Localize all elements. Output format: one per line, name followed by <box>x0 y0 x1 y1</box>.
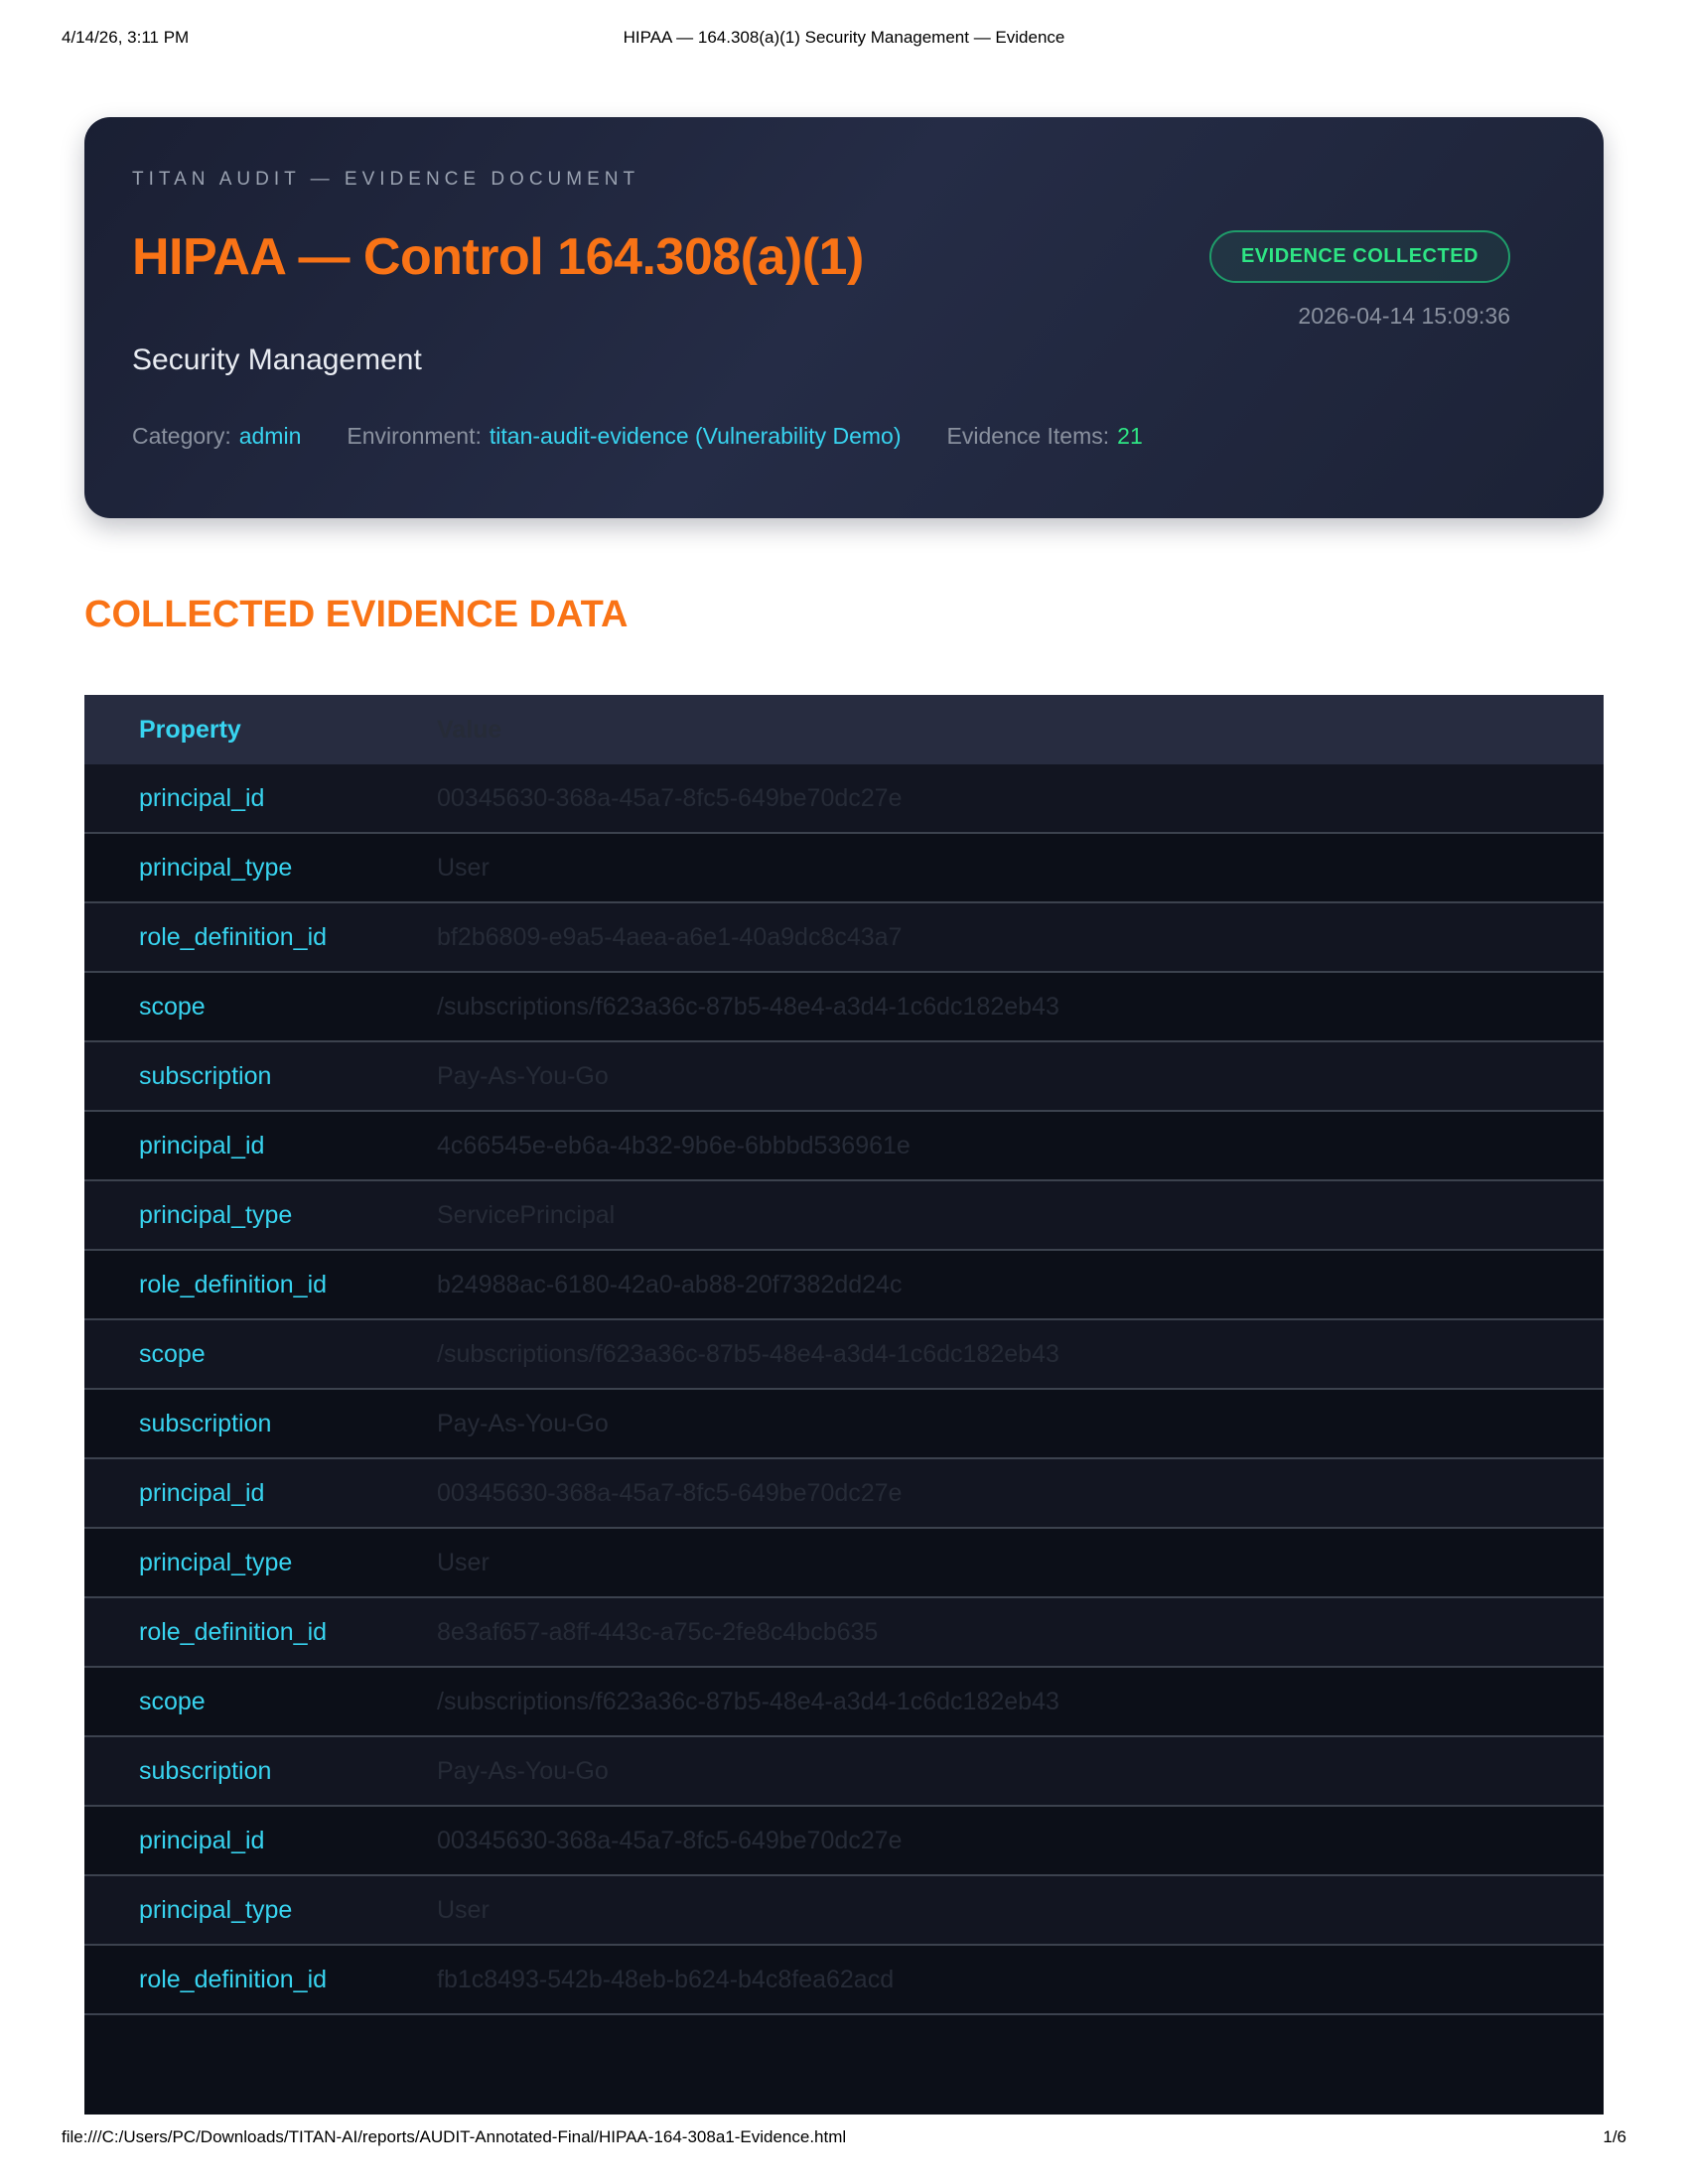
column-header-property: Property <box>139 715 241 744</box>
meta-category <box>132 423 301 450</box>
table-row <box>84 834 1604 903</box>
value-cell: ServicePrincipal <box>437 1200 616 1229</box>
property-cell: role_definition_id <box>139 922 328 951</box>
table-row <box>84 1598 1604 1668</box>
table-row <box>84 1529 1604 1598</box>
value-cell: Pay-As-You-Go <box>437 1756 609 1785</box>
value-cell: /subscriptions/f623a36c-87b5-48e4-a3d4-1c6dc182eb43 <box>437 1687 1059 1715</box>
table-row <box>84 1459 1604 1529</box>
table-row <box>84 1807 1604 1876</box>
property-cell: role_definition_id <box>139 1617 328 1646</box>
evidence-table <box>84 695 1604 2115</box>
table-row <box>84 764 1604 834</box>
evidence-items-value: 21 <box>1117 423 1143 449</box>
table-row <box>84 1390 1604 1459</box>
value-cell: /subscriptions/f623a36c-87b5-48e4-a3d4-1c6dc182eb43 <box>437 992 1059 1021</box>
table-header-row <box>84 695 1604 764</box>
value-cell: fb1c8493-542b-48eb-b624-b4c8fea62acd <box>437 1965 895 1993</box>
category-value: admin <box>238 423 302 449</box>
environment-label: Environment: <box>347 423 482 449</box>
property-cell: subscription <box>139 1756 272 1785</box>
print-datetime: 4/14/26, 3:11 PM <box>62 28 190 47</box>
property-cell: principal_type <box>139 1200 293 1229</box>
card-title-row <box>132 228 1556 330</box>
table-row <box>84 1737 1604 1807</box>
property-cell: scope <box>139 1687 206 1715</box>
category-label: Category: <box>132 423 231 449</box>
value-cell: 8e3af657-a8ff-443c-a75c-2fe8c4bcb635 <box>437 1617 879 1646</box>
badge-column <box>1209 230 1510 330</box>
table-row <box>84 1181 1604 1251</box>
property-cell: scope <box>139 992 206 1021</box>
evidence-items-label: Evidence Items: <box>946 423 1110 449</box>
value-cell: User <box>437 1895 490 1924</box>
property-cell: principal_type <box>139 1895 293 1924</box>
evidence-table-body <box>84 764 1604 2015</box>
value-cell: 4c66545e-eb6a-4b32-9b6e-6bbbd536961e <box>437 1131 911 1160</box>
print-header <box>62 28 1626 52</box>
property-cell: role_definition_id <box>139 1270 328 1298</box>
value-cell: bf2b6809-e9a5-4aea-a6e1-40a9dc8c43a7 <box>437 922 903 951</box>
property-cell: principal_type <box>139 1548 293 1576</box>
table-row <box>84 903 1604 973</box>
property-cell: subscription <box>139 1061 272 1090</box>
meta-environment <box>347 423 901 450</box>
value-cell: Pay-As-You-Go <box>437 1409 609 1437</box>
table-row <box>84 1042 1604 1112</box>
card-meta-row <box>132 423 1556 450</box>
status-badge: EVIDENCE COLLECTED <box>1209 230 1510 283</box>
value-cell: User <box>437 853 490 882</box>
page-number: 1/6 <box>1603 2127 1626 2146</box>
property-cell: principal_id <box>139 783 265 812</box>
table-row <box>84 1251 1604 1320</box>
print-document-title: HIPAA — 164.308(a)(1) Security Management — Evidence <box>623 28 1065 47</box>
value-cell: 00345630-368a-45a7-8fc5-649be70dc27e <box>437 1826 903 1854</box>
property-cell: principal_type <box>139 853 293 882</box>
value-cell: User <box>437 1548 490 1576</box>
property-cell: subscription <box>139 1409 272 1437</box>
table-row <box>84 1946 1604 2015</box>
value-cell: 00345630-368a-45a7-8fc5-649be70dc27e <box>437 783 903 812</box>
file-url: file:///C:/Users/PC/Downloads/TITAN-AI/reports/AUDIT-Annotated-Final/HIPAA-164-308a1-Evidence.html <box>62 2127 847 2146</box>
environment-value: titan-audit-evidence (Vulnerability Demo) <box>489 423 902 449</box>
property-cell: principal_id <box>139 1826 265 1854</box>
value-cell: 00345630-368a-45a7-8fc5-649be70dc27e <box>437 1478 903 1507</box>
property-cell: role_definition_id <box>139 1965 328 1993</box>
card-eyebrow: TITAN AUDIT — EVIDENCE DOCUMENT <box>132 169 640 190</box>
table-row <box>84 973 1604 1042</box>
evidence-document-card <box>84 117 1604 518</box>
property-cell: principal_id <box>139 1478 265 1507</box>
table-row <box>84 1320 1604 1390</box>
page-title: HIPAA — Control 164.308(a)(1) <box>132 228 864 286</box>
control-subtitle: Security Management <box>132 343 422 376</box>
value-cell: /subscriptions/f623a36c-87b5-48e4-a3d4-1c6dc182eb43 <box>437 1339 1059 1368</box>
table-row <box>84 1112 1604 1181</box>
meta-evidence-items <box>947 423 1143 450</box>
table-row <box>84 1668 1604 1737</box>
value-cell: b24988ac-6180-42a0-ab88-20f7382dd24c <box>437 1270 903 1298</box>
property-cell: scope <box>139 1339 206 1368</box>
property-cell: principal_id <box>139 1131 265 1160</box>
collection-timestamp: 2026-04-14 15:09:36 <box>1298 303 1510 329</box>
print-footer <box>62 2127 1626 2151</box>
value-cell: Pay-As-You-Go <box>437 1061 609 1090</box>
column-header-value: Value <box>437 715 502 744</box>
section-heading: COLLECTED EVIDENCE DATA <box>84 594 629 635</box>
table-row <box>84 1876 1604 1946</box>
